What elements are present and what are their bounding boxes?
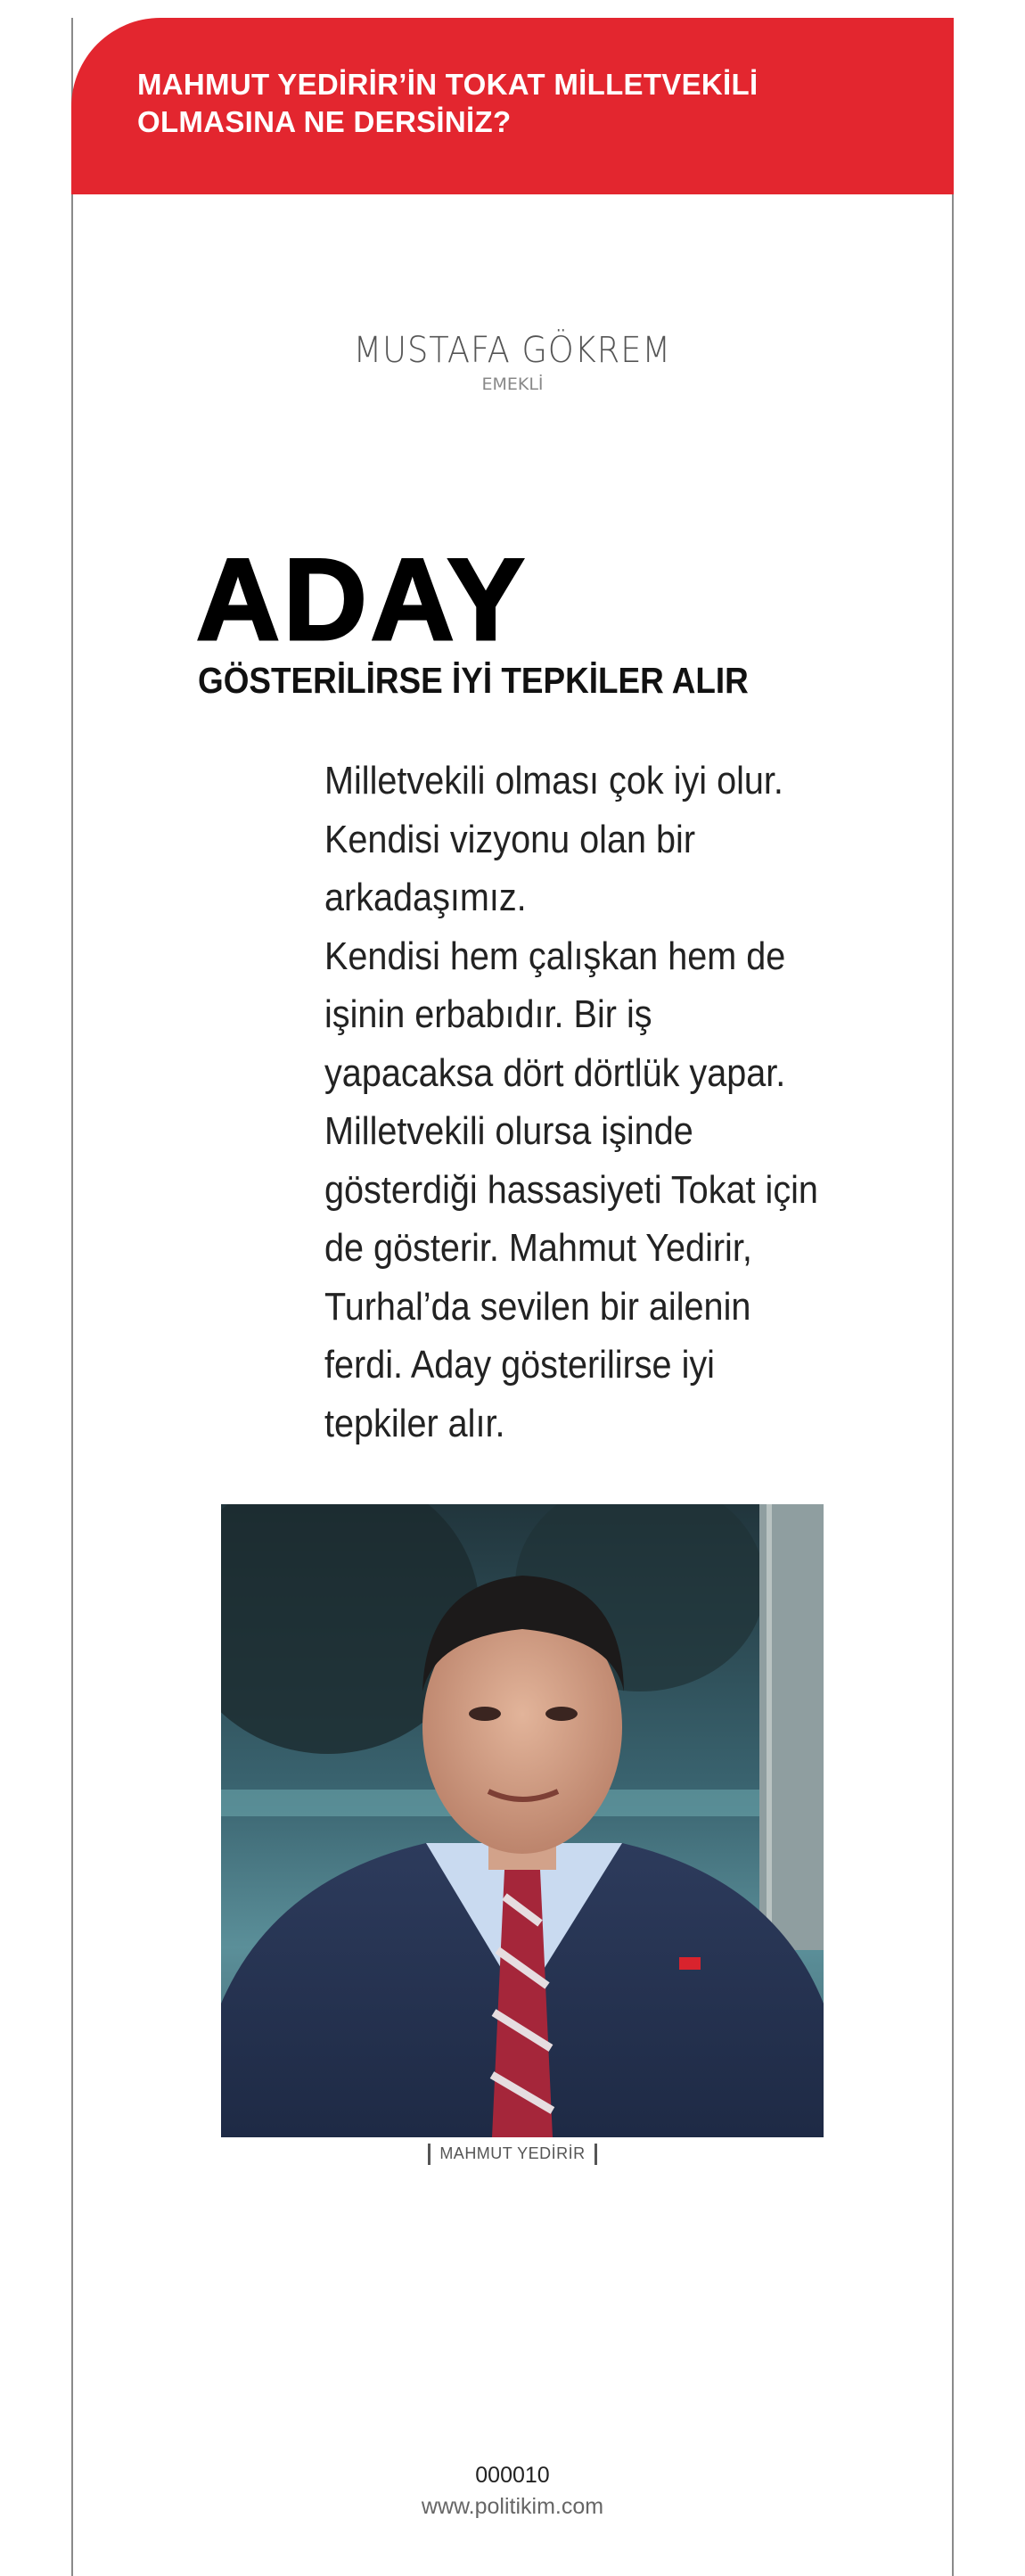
author-block [0,330,1025,394]
headline: ADAY [196,534,529,664]
author-name: MUSTAFA GÖKREM [353,330,672,371]
caption-text: MAHMUT YEDİRİR [439,2144,586,2162]
body-line: Milletvekili olması çok iyi olur. [324,759,783,802]
photo-caption [0,2144,1025,2165]
body-line: Kendisi vizyonu olan bir [324,817,696,861]
body-line: arkadaşımız. [324,876,527,919]
body-line: tepkiler alır. [324,1401,505,1445]
body-line: de gösterir. Mahmut Yedirir, [324,1226,752,1270]
body-line: yapacaksa dört dörtlük yapar. [324,1050,786,1095]
body-line: ferdi. Aday gösterilirse iyi [324,1343,715,1387]
article-body [324,752,818,1453]
header-banner [71,18,954,194]
website-link[interactable]: www.politikim.com [421,2494,604,2519]
body-line: Milletvekili olursa işinde [324,1109,693,1153]
page-code: 000010 [475,2463,550,2488]
subheadline: GÖSTERİLİRSE İYİ TEPKİLER ALIR [198,660,749,701]
body-line: Kendisi hem çalışkan hem de [324,934,786,978]
caption-bar-left [428,2144,430,2165]
caption-bar-right [594,2144,597,2165]
body-line: Turhal’da sevilen bir ailenin [324,1284,751,1329]
author-role: EMEKLİ [481,374,544,394]
portrait-photo [221,1504,824,2137]
body-line: gösterdiği hassasiyeti Tokat için [324,1167,818,1212]
body-line: işinin erbabıdır. Bir iş [324,992,652,1036]
header-title: MAHMUT YEDİRİR’İN TOKAT MİLLETVEKİLİ OLMASINA NE DERSİNİZ? [137,68,758,138]
